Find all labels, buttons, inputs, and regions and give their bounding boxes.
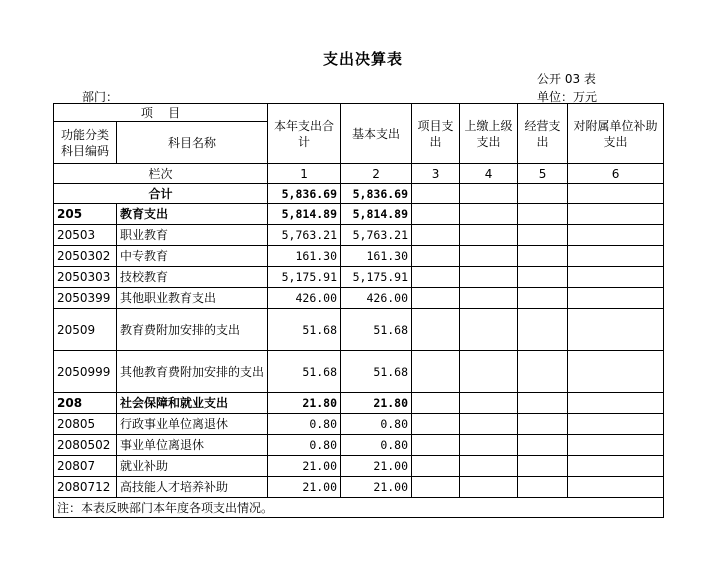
row-basic-expense: 21.80 [341, 393, 412, 414]
table-row [54, 435, 664, 456]
row-code: 20509 [54, 309, 117, 351]
row-total-expense: 426.00 [268, 288, 341, 309]
row-upper-submission [460, 477, 518, 498]
row-basic-expense: 51.68 [341, 309, 412, 351]
header-upper-submission: 上缴上级支出 [460, 104, 518, 164]
row-subject-name: 技校教育 [117, 267, 268, 288]
row-subsidiary-subsidy [568, 393, 664, 414]
col-num: 2 [341, 164, 412, 184]
page-title: 支出决算表 [322, 50, 403, 68]
row-upper-submission [460, 246, 518, 267]
header-item: 项 目 [54, 104, 268, 122]
table-row [54, 456, 664, 477]
table-row [54, 393, 664, 414]
col-num: 1 [268, 164, 341, 184]
row-total-expense: 0.80 [268, 414, 341, 435]
unit-label: 单位：万元 [537, 90, 598, 104]
row-business-expense [518, 414, 568, 435]
table-row [54, 351, 664, 393]
row-code: 208 [54, 393, 117, 414]
row-basic-expense: 51.68 [341, 351, 412, 393]
row-subject-name: 就业补助 [117, 456, 268, 477]
row-code: 2050399 [54, 288, 117, 309]
row-business-expense [518, 393, 568, 414]
row-project-expense [412, 204, 460, 225]
row-subject-name: 事业单位离退休 [117, 435, 268, 456]
row-code: 2080502 [54, 435, 117, 456]
row-basic-expense: 21.00 [341, 456, 412, 477]
row-subject-name: 中专教育 [117, 246, 268, 267]
row-subsidiary-subsidy [568, 288, 664, 309]
department-label: 部门： [82, 90, 119, 104]
row-basic-expense: 0.80 [341, 414, 412, 435]
row-subsidiary-subsidy [568, 414, 664, 435]
row-business-expense [518, 267, 568, 288]
total-expense-value: 5,836.69 [268, 184, 341, 204]
row-code: 2080712 [54, 477, 117, 498]
row-total-expense: 5,814.89 [268, 204, 341, 225]
row-business-expense [518, 477, 568, 498]
row-code: 2050303 [54, 267, 117, 288]
row-subject-name: 教育支出 [117, 204, 268, 225]
header-column-no: 栏次 [54, 164, 268, 184]
row-project-expense [412, 393, 460, 414]
table-row [54, 204, 664, 225]
row-upper-submission [460, 393, 518, 414]
row-business-expense [518, 309, 568, 351]
row-project-expense [412, 288, 460, 309]
row-subject-name: 其他教育费附加安排的支出 [117, 351, 268, 393]
header-business-expense: 经营支出 [518, 104, 568, 164]
row-project-expense [412, 414, 460, 435]
row-total-expense: 51.68 [268, 351, 341, 393]
row-business-expense [518, 288, 568, 309]
row-code: 20807 [54, 456, 117, 477]
row-total-expense: 161.30 [268, 246, 341, 267]
row-basic-expense: 5,763.21 [341, 225, 412, 246]
row-subject-name: 教育费附加安排的支出 [117, 309, 268, 351]
row-basic-expense: 426.00 [341, 288, 412, 309]
row-total-expense: 21.80 [268, 393, 341, 414]
row-upper-submission [460, 267, 518, 288]
header-project-expense: 项目支出 [412, 104, 460, 164]
row-upper-submission [460, 351, 518, 393]
table-row [54, 477, 664, 498]
row-business-expense [518, 351, 568, 393]
row-project-expense [412, 456, 460, 477]
row-subsidiary-subsidy [568, 351, 664, 393]
row-code: 20503 [54, 225, 117, 246]
row-basic-expense: 21.00 [341, 477, 412, 498]
header-subject-name: 科目名称 [117, 122, 268, 164]
row-subsidiary-subsidy [568, 204, 664, 225]
row-upper-submission [460, 225, 518, 246]
row-subject-name: 社会保障和就业支出 [117, 393, 268, 414]
form-code: 公开 03 表 [537, 72, 596, 86]
row-basic-expense: 5,814.89 [341, 204, 412, 225]
row-business-expense [518, 435, 568, 456]
row-project-expense [412, 435, 460, 456]
row-subsidiary-subsidy [568, 246, 664, 267]
col-num: 3 [412, 164, 460, 184]
col-num: 6 [568, 164, 664, 184]
col-num: 4 [460, 164, 518, 184]
header-subsidiary-subsidy: 对附属单位补助支出 [568, 104, 664, 164]
row-upper-submission [460, 288, 518, 309]
expenditure-table [53, 103, 664, 518]
row-project-expense [412, 477, 460, 498]
row-subject-name: 行政事业单位离退休 [117, 414, 268, 435]
row-code: 20805 [54, 414, 117, 435]
row-total-expense: 21.00 [268, 456, 341, 477]
row-total-expense: 0.80 [268, 435, 341, 456]
row-basic-expense: 161.30 [341, 246, 412, 267]
row-upper-submission [460, 204, 518, 225]
row-subsidiary-subsidy [568, 456, 664, 477]
row-subsidiary-subsidy [568, 225, 664, 246]
table-row [54, 246, 664, 267]
row-project-expense [412, 246, 460, 267]
row-project-expense [412, 267, 460, 288]
table-row [54, 309, 664, 351]
row-business-expense [518, 456, 568, 477]
row-subsidiary-subsidy [568, 435, 664, 456]
row-subsidiary-subsidy [568, 477, 664, 498]
table-row [54, 225, 664, 246]
row-project-expense [412, 351, 460, 393]
row-subject-name: 职业教育 [117, 225, 268, 246]
row-basic-expense: 5,175.91 [341, 267, 412, 288]
row-total-expense: 5,175.91 [268, 267, 341, 288]
row-project-expense [412, 225, 460, 246]
header-basic-expense: 基本支出 [341, 104, 412, 164]
row-upper-submission [460, 456, 518, 477]
row-subject-name: 高技能人才培养补助 [117, 477, 268, 498]
row-subsidiary-subsidy [568, 309, 664, 351]
row-total-expense: 21.00 [268, 477, 341, 498]
total-basic-value: 5,836.69 [341, 184, 412, 204]
row-total-expense: 5,763.21 [268, 225, 341, 246]
row-code: 2050302 [54, 246, 117, 267]
table-note: 注：本表反映部门本年度各项支出情况。 [54, 498, 664, 518]
header-total-expense: 本年支出合计 [268, 104, 341, 164]
row-upper-submission [460, 309, 518, 351]
row-code: 205 [54, 204, 117, 225]
row-subject-name: 其他职业教育支出 [117, 288, 268, 309]
row-business-expense [518, 204, 568, 225]
row-total-expense: 51.68 [268, 309, 341, 351]
row-business-expense [518, 225, 568, 246]
table-row [54, 288, 664, 309]
row-project-expense [412, 309, 460, 351]
col-num: 5 [518, 164, 568, 184]
row-subsidiary-subsidy [568, 267, 664, 288]
row-upper-submission [460, 414, 518, 435]
row-code: 2050999 [54, 351, 117, 393]
row-business-expense [518, 246, 568, 267]
total-label: 合计 [54, 184, 268, 204]
header-func-code: 功能分类科目编码 [54, 122, 117, 164]
row-upper-submission [460, 435, 518, 456]
row-basic-expense: 0.80 [341, 435, 412, 456]
table-row [54, 267, 664, 288]
table-row [54, 414, 664, 435]
